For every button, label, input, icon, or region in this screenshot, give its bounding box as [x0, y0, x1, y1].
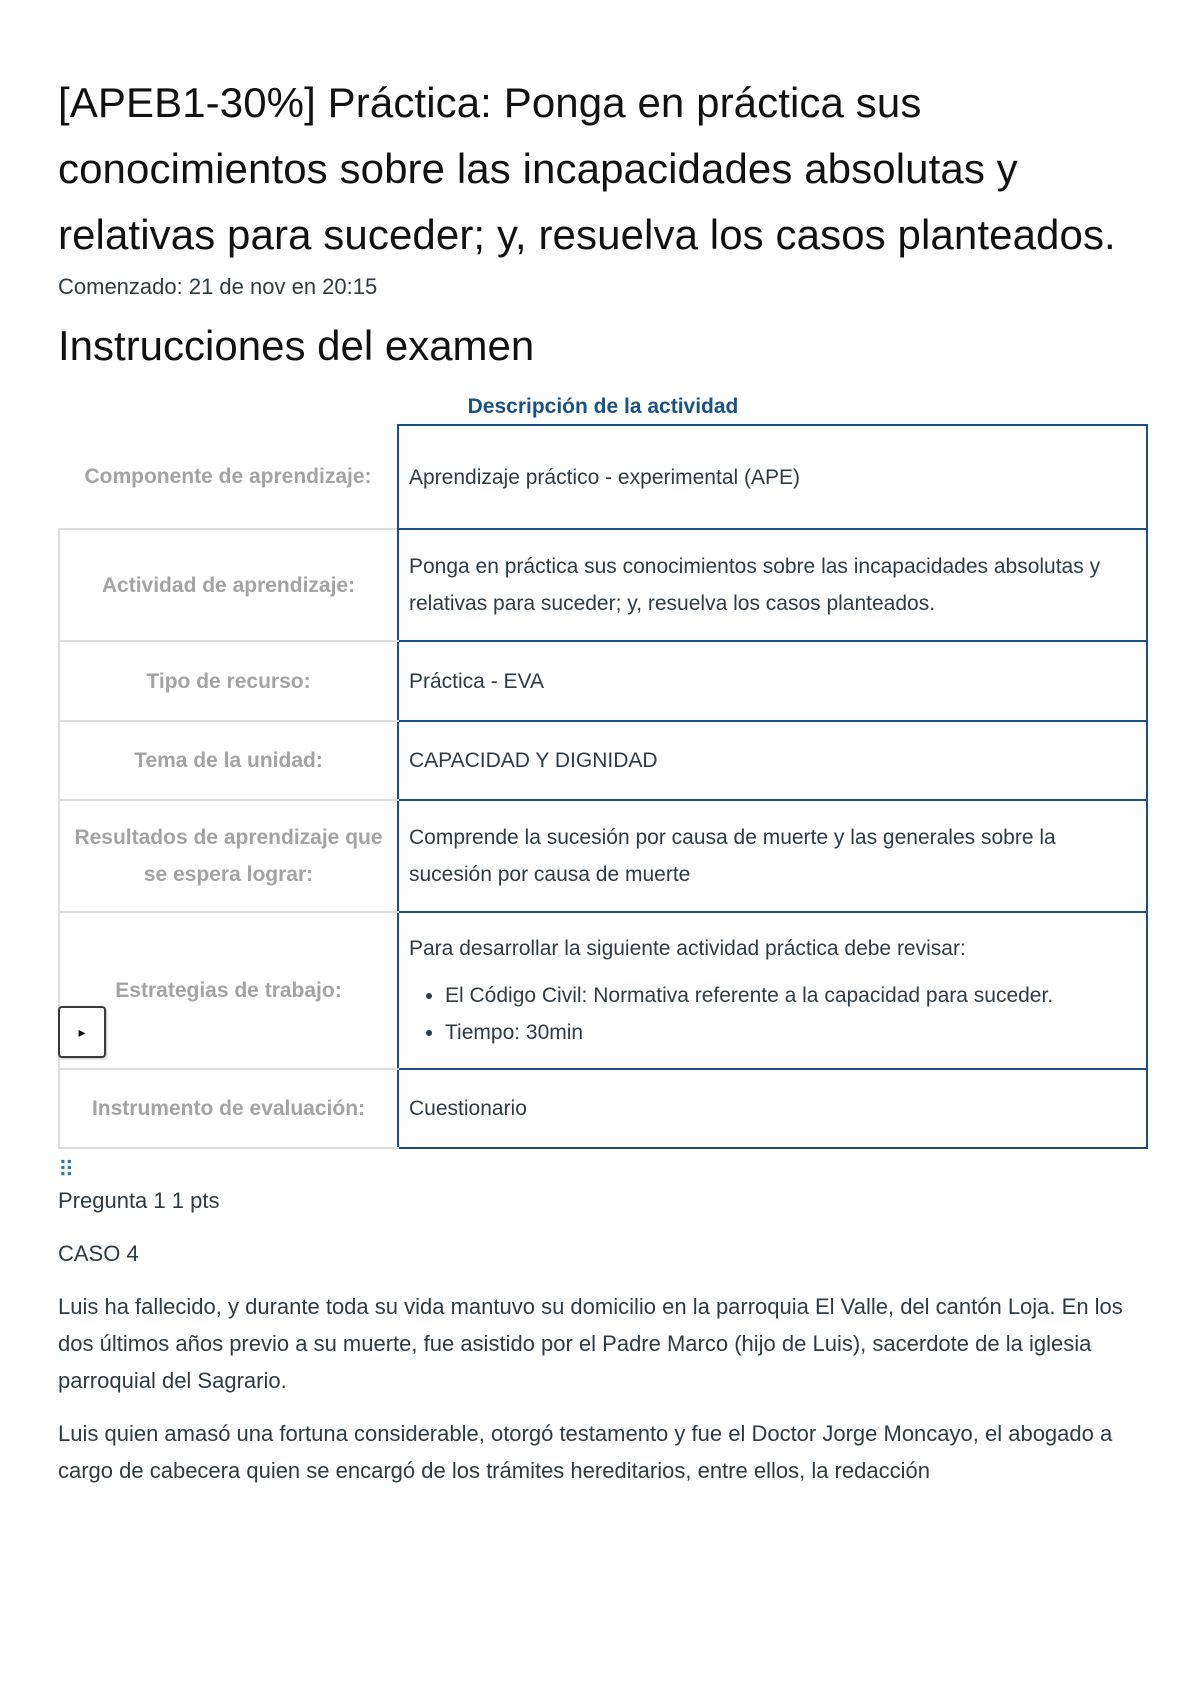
row-value-resource-type: Práctica - EVA: [398, 641, 1147, 721]
question-text: [58, 1235, 1148, 1489]
table-row: [59, 1069, 1147, 1148]
table-row: [59, 641, 1147, 721]
row-label-evaluation-instrument: Instrumento de evaluación:: [59, 1069, 398, 1148]
row-label-resource-type: Tipo de recurso:: [59, 641, 398, 721]
row-label-component: Componente de aprendizaje:: [84, 465, 372, 488]
drag-handle-icon[interactable]: ⠿: [58, 1157, 75, 1182]
row-label-learning-results: Resultados de aprendizaje que se espera lograr:: [59, 800, 398, 912]
table-row: [59, 912, 1147, 1069]
table-caption: Descripción de la actividad: [467, 395, 739, 418]
row-value-work-strategies: [398, 912, 1147, 1069]
started-timestamp: Comenzado: 21 de nov en 20:15: [58, 274, 378, 299]
row-value-learning-results: Comprende la sucesión por causa de muerte y las generales sobre la sucesión por causa de muerte: [398, 800, 1147, 912]
row-value-activity: Ponga en práctica sus conocimientos sobre las incapacidades absolutas y relativas para suceder; y, resuelva los casos planteados.: [398, 529, 1147, 641]
list-item: • El Código Civil: Normativa referente a la capacidad para suceder.: [445, 977, 1136, 1014]
work-strategies-intro: Para desarrollar la siguiente actividad práctica debe revisar:: [409, 937, 966, 960]
table-row: [59, 721, 1147, 800]
list-item: • Tiempo: 30min: [445, 1014, 1136, 1051]
instructions-heading: Instrucciones del examen: [58, 322, 535, 369]
row-label-work-strategies: Estrategias de trabajo:: [59, 912, 398, 1069]
row-value-component: Aprendizaje práctico - experimental (APE): [398, 425, 1147, 529]
question-paragraph: Luis quien amasó una fortuna considerable, otorgó testamento y fue el Doctor Jorge Moncayo, el abogado a cargo de cabecera quien se encargó de los trámites hereditarios, entre ellos, la redacción: [58, 1421, 1113, 1483]
table-row: [59, 529, 1147, 641]
activity-description-table: [58, 424, 1148, 1149]
row-label-activity: Actividad de aprendizaje:: [59, 529, 398, 641]
media-play-button[interactable]: [58, 1006, 106, 1058]
question-paragraph: Luis ha fallecido, y durante toda su vida mantuvo su domicilio en la parroquia El Valle, del cantón Loja. En los dos últimos años previo a su muerte, fue asistido por el Padre Marco (hijo de Luis), sacerdote de la iglesia parroquial del Sagrario.: [58, 1294, 1123, 1393]
work-strategies-list: [409, 977, 1136, 1051]
quiz-title: [APEB1-30%] Práctica: Ponga en práctica sus conocimientos sobre las incapacidades absolutas y relativas para suceder; y, resuelva los casos planteados.: [58, 79, 1116, 258]
question-header: Pregunta 1 1 pts: [58, 1188, 220, 1213]
table-row: [59, 800, 1147, 912]
activity-table-wrapper: [58, 424, 1148, 1149]
case-label: CASO 4: [58, 1241, 139, 1266]
row-value-evaluation-instrument: Cuestionario: [398, 1069, 1147, 1148]
play-icon: ▸: [78, 1023, 86, 1040]
row-label-unit-topic: Tema de la unidad:: [59, 721, 398, 800]
table-row: [59, 425, 1147, 529]
row-value-unit-topic: CAPACIDAD Y DIGNIDAD: [398, 721, 1147, 800]
quiz-page: [58, 70, 1148, 1489]
